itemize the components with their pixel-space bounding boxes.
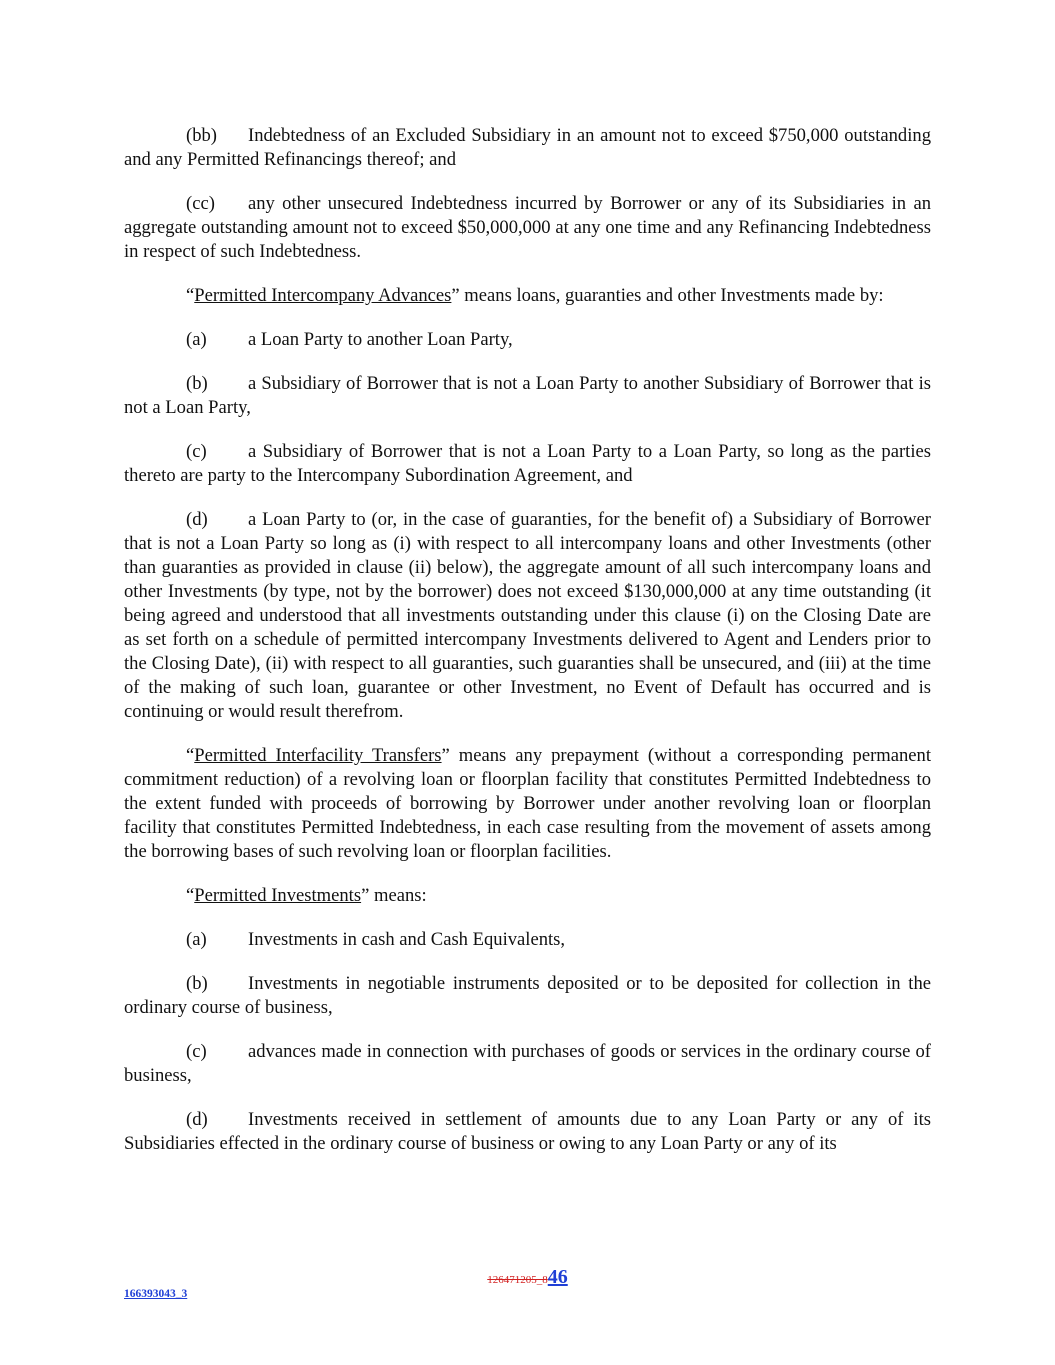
clause-cc — [124, 192, 931, 264]
clause-c — [124, 1040, 931, 1088]
defined-term: Permitted Investments — [194, 885, 362, 906]
clause-c — [124, 440, 931, 488]
clause-a — [124, 928, 931, 952]
open-quote: “ — [186, 285, 195, 306]
clause-a — [124, 328, 931, 352]
definition-permitted-intercompany-advances — [124, 284, 931, 308]
clause-text: Indebtedness of an Excluded Subsidiary in an amount not to exceed $750,000 outstanding and any Permitted Refinancings thereof; and — [124, 125, 931, 170]
deleted-page-reference: 126471205_8 — [487, 1274, 548, 1286]
clause-text: a Subsidiary of Borrower that is not a Loan Party to another Subsidiary of Borrower that is not a Loan Party, — [124, 373, 931, 418]
clause-text: Investments in cash and Cash Equivalents, — [248, 929, 566, 950]
clause-label: (c) — [186, 441, 207, 462]
clause-text: a Loan Party to another Loan Party, — [248, 329, 513, 350]
clause-label: (a) — [186, 329, 207, 350]
clause-label: (d) — [186, 509, 208, 530]
clause-label: (a) — [186, 929, 207, 950]
document-id: 166393043_3 — [124, 1288, 188, 1300]
clause-b — [124, 372, 931, 420]
clause-label: (b) — [186, 373, 208, 394]
clause-bb — [124, 124, 931, 172]
page-number: 46 — [547, 1266, 568, 1288]
clause-text: any other unsecured Indebtedness incurred by Borrower or any of its Subsidiaries in an aggregate outstanding amount not to exceed $50,000,000 at any one time and any Refinancing Indebtedness in respect of such Indebtedness. — [124, 193, 931, 262]
definition-permitted-investments — [124, 884, 931, 908]
clause-label: (c) — [186, 1041, 207, 1062]
clause-text: a Loan Party to (or, in the case of guaranties, for the benefit of) a Subsidiary of Borrower that is not a Loan Party so long as (i) with respect to all intercompany loans and other Investments (other than guaranties as provided in clause (ii) below), the aggregate amount of all such intercompany loans and other Investments (by type, not by the borrower) does not exceed $130,000,000 at any time outstanding (it being agreed and understood that all investments outstanding under this clause (i) on the Closing Date are as set forth on a schedule of permitted intercompany Investments delivered to Agent and Lenders prior to the Closing Date), (ii) with respect to all guaranties, such guaranties shall be unsecured, and (iii) at the time of the making of such loan, guarantee or other Investment, no Event of Default has occurred and is continuing or would result therefrom. — [124, 509, 931, 722]
clause-label: (b) — [186, 973, 208, 994]
clause-label: (bb) — [186, 125, 217, 146]
clause-text: advances made in connection with purchases of goods or services in the ordinary course of business, — [124, 1041, 931, 1086]
open-quote: “ — [186, 885, 195, 906]
definition-permitted-interfacility-transfers — [124, 744, 931, 864]
document-page — [124, 124, 931, 1176]
defined-term: Permitted Intercompany Advances — [194, 285, 452, 306]
clause-label: (cc) — [186, 193, 215, 214]
clause-text: a Subsidiary of Borrower that is not a Loan Party to a Loan Party, so long as the parties thereto are party to the Intercompany Subordination Agreement, and — [124, 441, 931, 486]
clause-d — [124, 1108, 931, 1156]
clause-d — [124, 508, 931, 724]
clause-text: Investments in negotiable instruments deposited or to be deposited for collection in the ordinary course of business, — [124, 973, 931, 1018]
definition-text: ” means any prepayment (without a corresponding permanent commitment reduction) of a revolving loan or floorplan facility that constitutes Permitted Indebtedness to the extent funded with proceeds of borrowing by Borrower under another revolving loan or floorplan facility that constitutes Permitted Indebtedness, in each case resulting from the movement of assets among the borrowing bases of such revolving loan or floorplan facilities. — [124, 745, 931, 862]
clause-b — [124, 972, 931, 1020]
clause-text: Investments received in settlement of amounts due to any Loan Party or any of its Subsidiaries effected in the ordinary course of business or owing to any Loan Party or any of its — [124, 1109, 931, 1154]
clause-label: (d) — [186, 1109, 208, 1130]
defined-term: Permitted Interfacility Transfers — [194, 745, 442, 766]
open-quote: “ — [186, 745, 195, 766]
definition-text: ” means loans, guaranties and other Investments made by: — [451, 285, 884, 306]
definition-text: ” means: — [361, 885, 427, 906]
page-footer — [0, 1266, 1055, 1289]
